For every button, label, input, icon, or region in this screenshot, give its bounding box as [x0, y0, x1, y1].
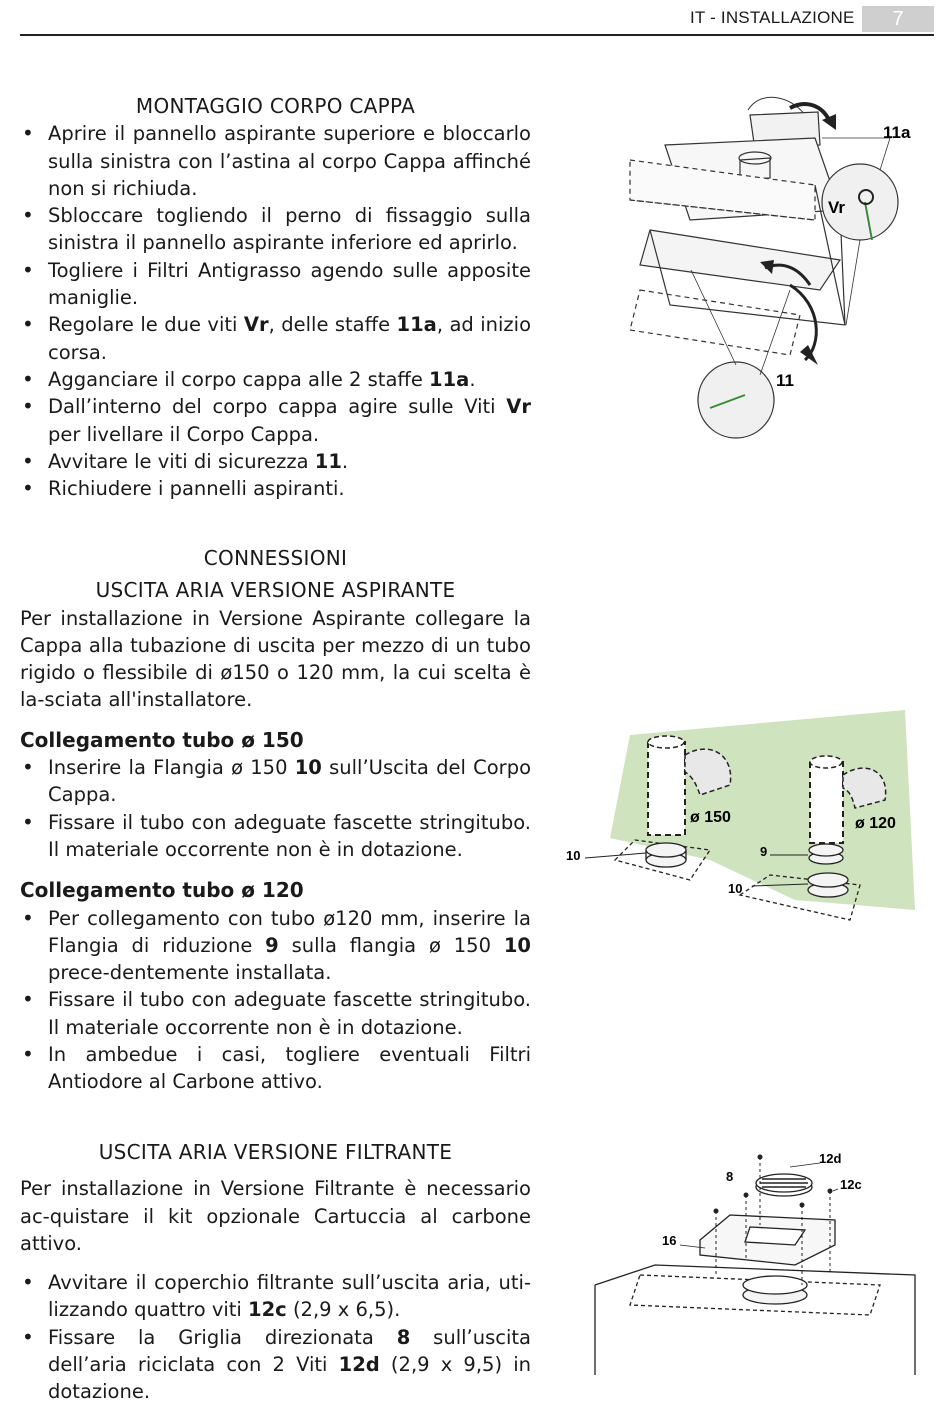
intro-paragraph: Per installazione in Versione Filtrante è necessario ac-quistare il kit opzionale Cartuccia al carbone attivo.	[20, 1177, 531, 1255]
item-text: Inserire la Flangia ø 150	[48, 756, 295, 780]
list-item	[20, 905, 531, 987]
item-text: Avvitare il coperchio filtrante sull’uscita aria, uti-lizzando quattro viti	[48, 1271, 531, 1322]
list-item	[20, 809, 531, 864]
item-text: , ad inizio corsa.	[48, 313, 531, 364]
bullet-list	[20, 120, 531, 502]
bullet-list	[20, 754, 531, 863]
list-item	[20, 120, 531, 202]
reference-code: 8	[396, 1325, 411, 1349]
item-text: sull’uscita dell’aria riciclata con 2 Viti	[48, 1325, 531, 1377]
list-item	[20, 754, 531, 809]
item-text: prece-dentemente installata.	[48, 961, 332, 985]
reference-code: 11a	[429, 367, 470, 391]
list-item	[20, 448, 531, 475]
item-text: Togliere i Filtri Antigrasso agendo sulle apposite maniglie.	[48, 258, 531, 310]
section-heading: USCITA ARIA VERSIONE FILTRANTE	[98, 1140, 453, 1164]
item-text: Aprire il pannello aspirante superiore e bloccarlo sulla sinistra con l’astina al corpo Cappa affinché non si richiuda.	[48, 122, 531, 200]
item-text: (2,9 x 6,5).	[286, 1298, 401, 1322]
header-title: IT - INSTALLAZIONE	[690, 8, 855, 27]
section-heading: CONNESSIONI	[203, 546, 348, 570]
item-text: , delle staffe	[268, 313, 397, 337]
label-8: 8	[726, 1169, 734, 1184]
list-item	[20, 1041, 531, 1096]
list-item	[20, 475, 531, 502]
label-vr: Vr	[828, 198, 846, 217]
reference-code: 9	[265, 933, 279, 957]
subsection-title: Collegamento tubo ø 120	[20, 878, 304, 903]
reference-code: 10	[294, 756, 322, 780]
item-text: sull’Uscita del Corpo Cappa.	[48, 756, 531, 807]
list-item	[20, 257, 531, 312]
header-rule	[20, 34, 934, 36]
label-11a: 11a	[883, 123, 911, 142]
list-item	[20, 202, 531, 257]
item-text: sulla flangia ø 150	[278, 933, 504, 957]
section-montaggio	[20, 93, 531, 502]
item-text: per livellare il Corpo Cappa.	[48, 422, 320, 446]
item-text: .	[469, 367, 476, 391]
subsection-title: Collegamento tubo ø 150	[20, 727, 304, 752]
label-12c: 12c	[840, 1177, 862, 1192]
reference-code: 12d	[338, 1353, 380, 1377]
item-text: Fissare la Griglia direzionata	[48, 1325, 397, 1349]
list-item	[20, 393, 531, 448]
list-item	[20, 1269, 531, 1324]
label-10-left: 10	[566, 848, 581, 863]
bullet-list	[20, 1269, 531, 1405]
item-text: Dall’interno del corpo cappa agire sulle Viti	[48, 395, 507, 419]
page-number: 7	[862, 6, 934, 32]
item-text: Fissare il tubo con adeguate fascette stringitubo. Il materiale occorrente non è in dotazione.	[48, 988, 531, 1039]
reference-code: Vr	[243, 313, 269, 337]
label-9: 9	[760, 844, 768, 859]
filter-version-diagram	[580, 1145, 930, 1375]
list-item	[20, 986, 531, 1041]
item-text: .	[341, 449, 349, 473]
label-d120: ø 120	[855, 815, 896, 832]
reference-code: 11a	[396, 313, 437, 337]
section-filtrante	[20, 1139, 531, 1406]
duct-connection-diagram	[560, 710, 930, 940]
item-text: Regolare le due viti	[48, 313, 244, 337]
item-text: Richiudere i pannelli aspiranti.	[48, 477, 345, 501]
section-heading: MONTAGGIO CORPO CAPPA	[135, 94, 416, 118]
section-connessioni	[20, 545, 531, 1096]
label-11: 11	[776, 371, 794, 390]
item-text: Avvitare le viti di sicurezza	[48, 449, 315, 473]
item-text: Per collegamento con tubo ø120 mm, inserire la Flangia di riduzione	[48, 906, 531, 957]
reference-code: 11	[314, 449, 342, 473]
section-subheading: USCITA ARIA VERSIONE ASPIRANTE	[95, 578, 456, 603]
list-item	[20, 1324, 531, 1406]
item-text: Fissare il tubo con adeguate fascette stringitubo. Il materiale occorrente non è in dotazione.	[48, 810, 531, 861]
hood-mounting-diagram	[560, 90, 930, 450]
reference-code: 12c	[248, 1298, 287, 1322]
item-text: (2,9 x 9,5) in dotazione.	[48, 1353, 531, 1404]
reference-code: 10	[503, 933, 531, 957]
label-d150: ø 150	[690, 809, 731, 826]
list-item	[20, 366, 531, 393]
bullet-list	[20, 905, 531, 1096]
label-12d: 12d	[819, 1151, 842, 1166]
list-item	[20, 311, 531, 366]
label-10-right: 10	[728, 881, 743, 896]
label-16: 16	[662, 1233, 677, 1248]
item-text: In ambedue i casi, togliere eventuali Filtri Antiodore al Carbone attivo.	[48, 1043, 531, 1094]
item-text: Agganciare il corpo cappa alle 2 staffe	[48, 367, 430, 391]
reference-code: Vr	[506, 395, 531, 419]
intro-paragraph: Per installazione in Versione Aspirante collegare la Cappa alla tubazione di uscita per mezzo di un tubo rigido o flessibile di ø150 o 120 mm, la cui scelta è la-sciata all'installatore.	[20, 606, 531, 712]
item-text: Sbloccare togliendo il perno di fissaggio sulla sinistra il pannello aspirante inferiore ed aprirlo.	[48, 204, 531, 255]
